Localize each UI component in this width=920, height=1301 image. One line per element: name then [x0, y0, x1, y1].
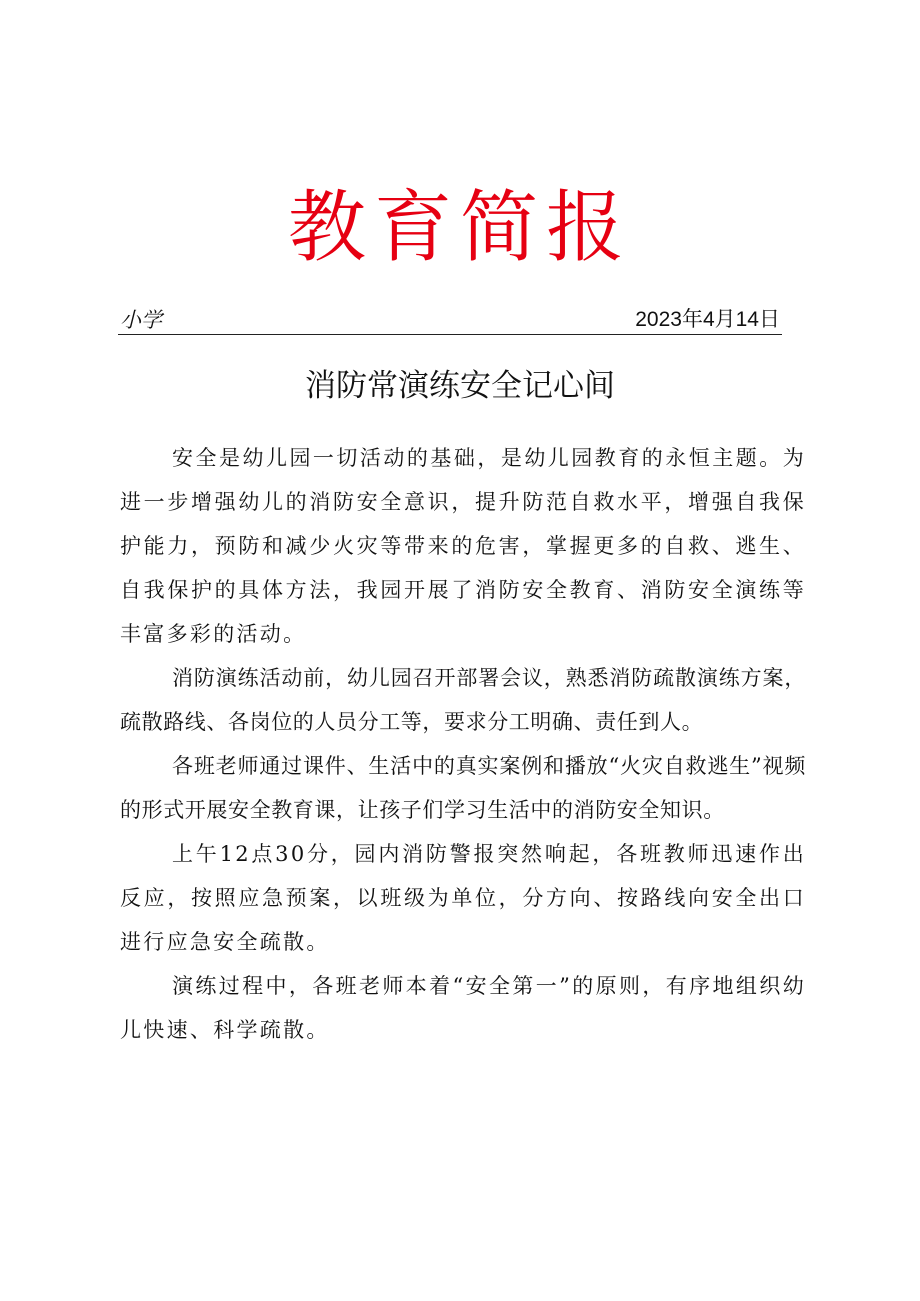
- school-name: 小学: [120, 308, 162, 332]
- masthead-title: 教育简报: [287, 183, 632, 273]
- meta-row: [118, 304, 782, 335]
- article-title: 消防常演练安全记心间: [305, 368, 615, 404]
- paragraph-2: 消防演练活动前，幼儿园召开部署会议，熟悉消防疏散演练方案，疏散路线、各岗位的人员分工等，要求分工明确、责任到人。: [120, 666, 806, 734]
- article-body: [120, 436, 806, 1052]
- paragraph-5: 演练过程中，各班老师本着“安全第一”的原则，有序地组织幼儿快速、科学疏散。: [120, 974, 806, 1042]
- paragraph-4: 上午12点30分，园内消防警报突然响起，各班教师迅速作出反应，按照应急预案，以班级为单位，分方向、按路线向安全出口进行应急安全疏散。: [120, 842, 806, 954]
- paragraph-3: 各班老师通过课件、生活中的真实案例和播放“火灾自救逃生”视频的形式开展安全教育课，让孩子们学习生活中的消防安全知识。: [120, 754, 806, 822]
- paragraph-1: 安全是幼儿园一切活动的基础，是幼儿园教育的永恒主题。为进一步增强幼儿的消防安全意识，提升防范自救水平，增强自我保护能力，预防和减少火灾等带来的危害，掌握更多的自救、逃生、自我保护的具体方法，我园开展了消防安全教育、消防安全演练等丰富多彩的活动。: [120, 446, 806, 646]
- issue-date: 2023年4月14日: [635, 308, 780, 331]
